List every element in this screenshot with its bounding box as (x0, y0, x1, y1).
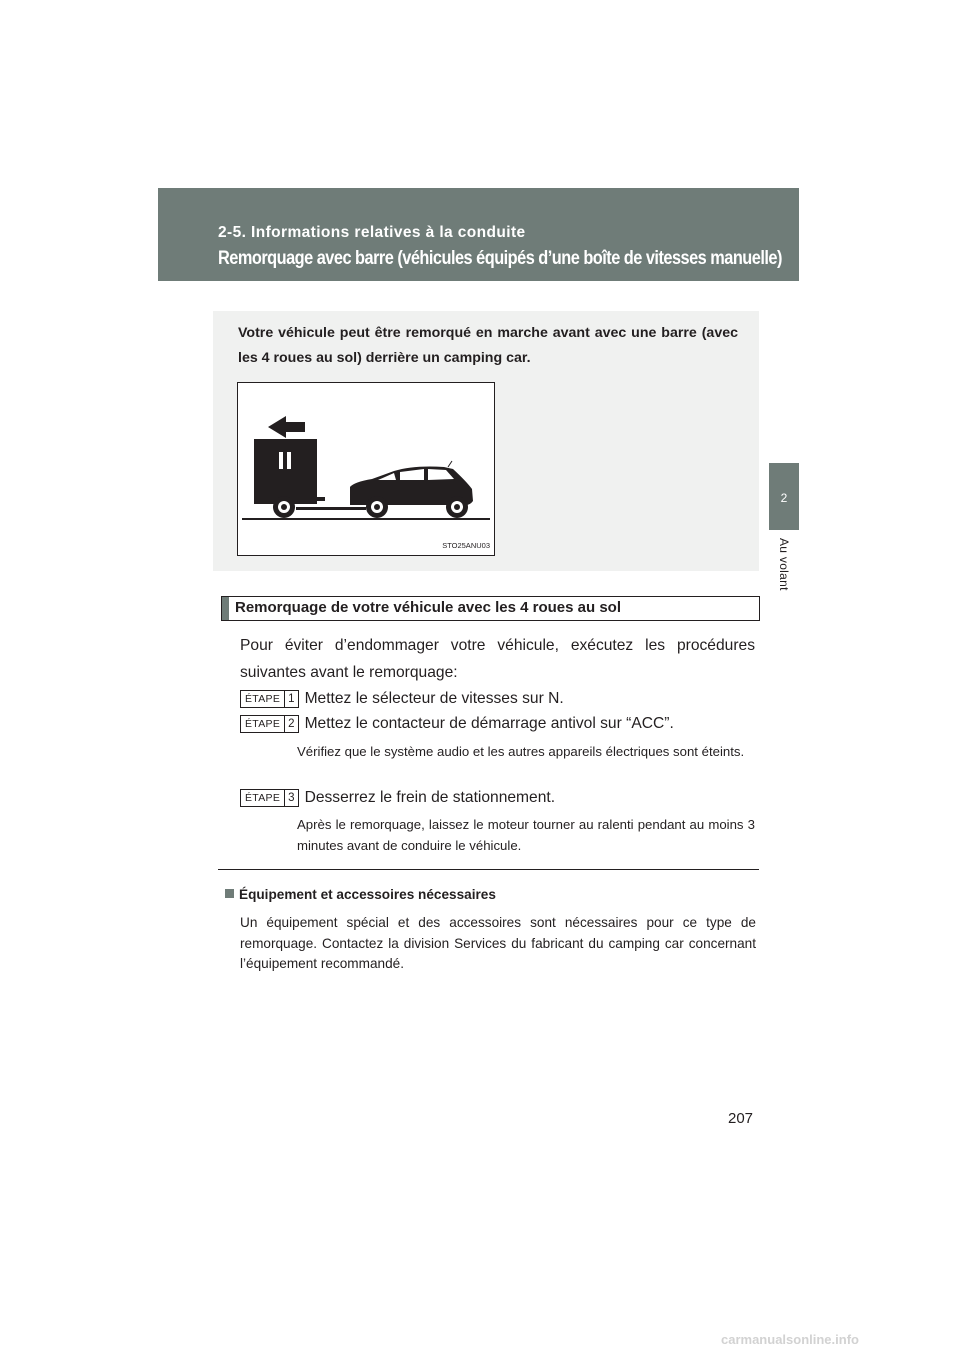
intro-box (213, 311, 759, 571)
divider (218, 869, 759, 870)
step-badge: ÉTAPE 2 (240, 715, 299, 733)
ground-line (242, 518, 490, 520)
motorhome-towing-car-drawing (238, 383, 494, 555)
step-text: Mettez le sélecteur de vitesses sur N. (304, 690, 564, 708)
section-heading-accent (222, 597, 229, 620)
step-text: Mettez le contacteur de démarrage antivol sur “ACC”. (304, 715, 674, 733)
chapter-header (158, 188, 799, 281)
page-number: 207 (728, 1110, 754, 1127)
direction-arrow-icon (268, 416, 305, 438)
step-3-note: Après le remorquage, laissez le moteur tourner au ralenti pendant au moins 3 minutes avant de conduire le véhicule. (297, 817, 755, 853)
intro-text: Votre véhicule peut être remorqué en marche avant avec une barre (avec les 4 roues au sol) derrière un camping car. (238, 325, 738, 366)
chapter-side-label: Au volant (777, 538, 791, 591)
section-heading (221, 596, 760, 621)
equipment-heading: Équipement et accessoires nécessaires (225, 887, 496, 902)
section-subtitle: 2-5. Informations relatives à la conduite (218, 224, 526, 241)
tow-bar (296, 507, 366, 510)
section-paragraph: Pour éviter d’endommager votre véhicule, exécutez les procédures suivantes avant le remorquage: (240, 637, 755, 681)
towing-illustration (237, 382, 495, 556)
figure-code: STO25ANU03 (442, 541, 490, 550)
step-2 (240, 715, 674, 733)
section-heading-label: Remorquage de votre véhicule avec les 4 roues au sol (235, 599, 621, 616)
page-title: Remorquage avec barre (véhicules équipés d’une boîte de vitesses manuelle) (218, 248, 782, 269)
step-3 (240, 789, 555, 807)
step-1 (240, 690, 564, 708)
step-2-note: Vérifiez que le système audio et les autres appareils électriques sont éteints. (297, 744, 745, 759)
chapter-tab-number: 2 (780, 491, 788, 505)
step-text: Desserrez le frein de stationnement. (304, 789, 556, 807)
watermark: carmanualsonline.info (721, 1332, 859, 1347)
motorhome-body (254, 439, 317, 504)
step-badge: ÉTAPE 1 (240, 690, 299, 708)
step-badge: ÉTAPE 3 (240, 789, 299, 807)
chapter-tab (769, 463, 799, 530)
equipment-text: Un équipement spécial et des accessoires sont nécessaires pour ce type de remorquage. Contactez la division Services du fabricant du camping car concernant l’équipement recommandé. (240, 915, 756, 971)
square-bullet-icon (225, 889, 234, 898)
